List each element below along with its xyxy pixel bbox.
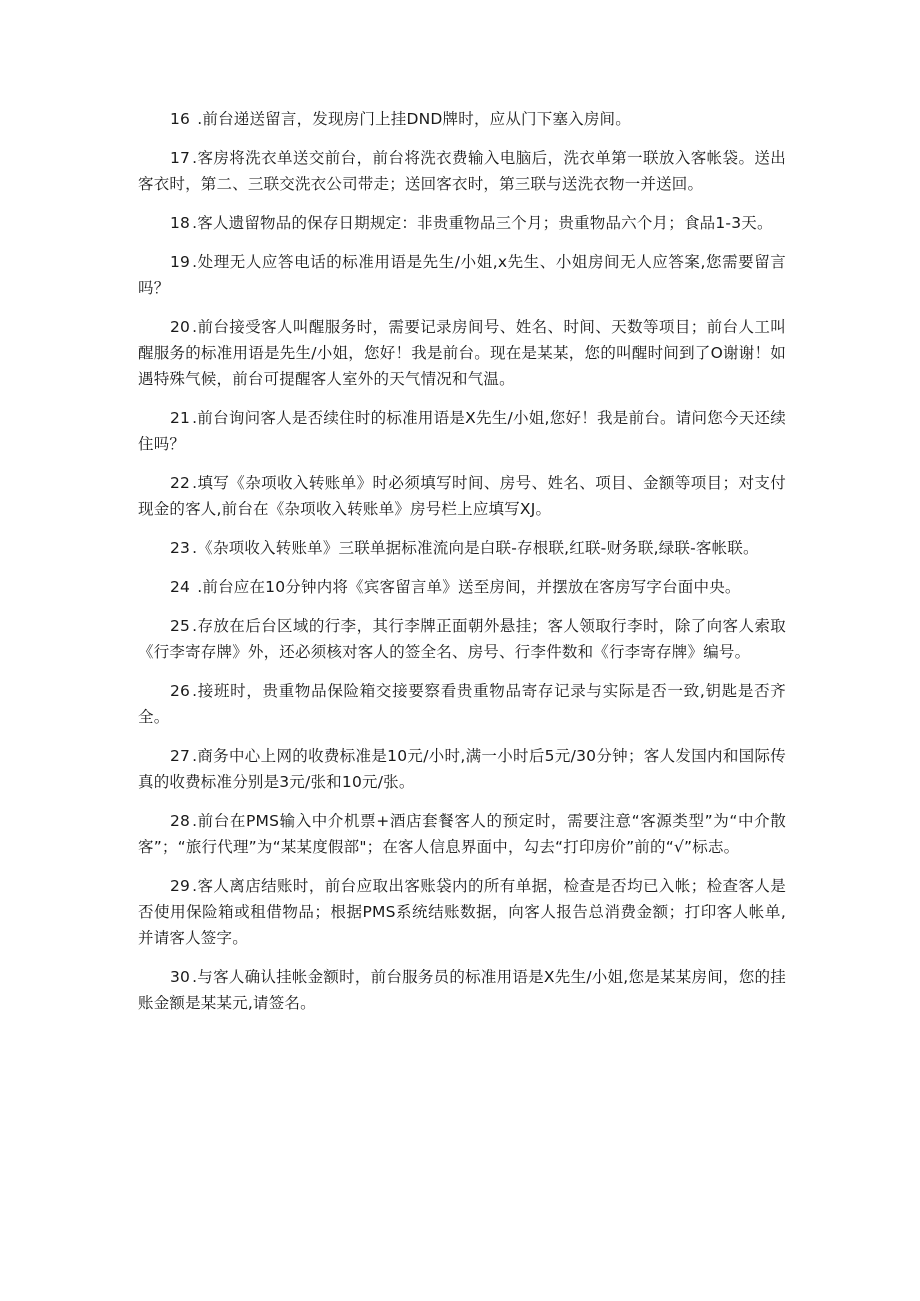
item-text: .前台在PMS输入中介机票+酒店套餐客人的预定时，需要注意“客源类型”为“中介散客”；“旅行代理”为“某某度假部"；在客人信息界面中，勾去“打印房价”前的“√”标志。 bbox=[138, 812, 786, 856]
list-item bbox=[138, 314, 786, 392]
item-text: .与客人确认挂帐金额时，前台服务员的标准用语是X先生/小姐,您是某某房间，您的挂账金额是某某元,请签名。 bbox=[138, 968, 786, 1012]
item-number: 30 bbox=[170, 968, 191, 986]
list-item bbox=[138, 964, 786, 1016]
item-text: .接班时，贵重物品保险箱交接要察看贵重物品寄存记录与实际是否一致,钥匙是否齐全。 bbox=[138, 682, 786, 726]
numbered-list bbox=[138, 106, 786, 1029]
item-text: .前台应在10分钟内将《宾客留言单》送至房间，并摆放在客房写字台面中央。 bbox=[192, 578, 741, 596]
item-number: 29 bbox=[170, 877, 191, 895]
item-number: 25 bbox=[170, 617, 191, 635]
list-item bbox=[138, 145, 786, 197]
list-item bbox=[138, 106, 786, 132]
item-number: 17 bbox=[170, 149, 191, 167]
item-number: 22 bbox=[170, 474, 191, 492]
item-text: .前台接受客人叫醒服务时，需要记录房间号、姓名、时间、天数等项目；前台人工叫醒服务的标准用语是先生/小姐，您好！我是前台。现在是某某，您的叫醒时间到了O谢谢！如遇特殊气候，前台可提醒客人室外的天气情况和气温。 bbox=[138, 318, 786, 388]
item-text: .客房将洗衣单送交前台，前台将洗衣费输入电脑后，洗衣单第一联放入客帐袋。送出客衣时，第二、三联交洗衣公司带走；送回客衣时，第三联与送洗衣物一并送回。 bbox=[138, 149, 786, 193]
item-number: 18 bbox=[170, 214, 191, 232]
list-item bbox=[138, 210, 786, 236]
item-text: .客人遗留物品的保存日期规定：非贵重物品三个月；贵重物品六个月；食品1-3天。 bbox=[192, 214, 773, 232]
item-number: 23 bbox=[170, 539, 191, 557]
item-number: 26 bbox=[170, 682, 191, 700]
item-text: .前台询问客人是否续住时的标准用语是X先生/小姐,您好！我是前台。请问您今天还续住吗？ bbox=[138, 409, 786, 453]
list-item bbox=[138, 873, 786, 951]
list-item bbox=[138, 470, 786, 522]
item-text: .填写《杂项收入转账单》时必须填写时间、房号、姓名、项目、金额等项目；对支付现金的客人,前台在《杂项收入转账单》房号栏上应填写XJ。 bbox=[138, 474, 786, 518]
item-number: 20 bbox=[170, 318, 191, 336]
item-number: 21 bbox=[170, 409, 191, 427]
list-item bbox=[138, 535, 786, 561]
list-item bbox=[138, 808, 786, 860]
item-text: .存放在后台区域的行李，其行李牌正面朝外悬挂；客人领取行李时，除了向客人索取《行李寄存牌》外，还必须核对客人的签全名、房号、行李件数和《行李寄存牌》编号。 bbox=[138, 617, 786, 661]
list-item bbox=[138, 743, 786, 795]
list-item bbox=[138, 613, 786, 665]
item-text: .客人离店结账时，前台应取出客账袋内的所有单据，检查是否均已入帐；检查客人是否使用保险箱或租借物品；根据PMS系统结账数据，向客人报告总消费金额；打印客人帐单,并请客人签字。 bbox=[138, 877, 786, 947]
item-text: .前台递送留言，发现房门上挂DND牌时，应从门下塞入房间。 bbox=[192, 110, 631, 128]
list-item bbox=[138, 678, 786, 730]
list-item bbox=[138, 249, 786, 301]
item-number: 27 bbox=[170, 747, 191, 765]
item-number: 16 bbox=[170, 110, 191, 128]
item-number: 19 bbox=[170, 253, 191, 271]
item-number: 24 bbox=[170, 578, 191, 596]
item-text: .处理无人应答电话的标准用语是先生/小姐,x先生、小姐房间无人应答案,您需要留言吗？ bbox=[138, 253, 786, 297]
item-text: .商务中心上网的收费标准是10元/小时,满一小时后5元/30分钟；客人发国内和国际传真的收费标准分别是3元/张和10元/张。 bbox=[138, 747, 786, 791]
list-item bbox=[138, 405, 786, 457]
item-text: .《杂项收入转账单》三联单据标准流向是白联-存根联,红联-财务联,绿联-客帐联。 bbox=[192, 539, 759, 557]
item-number: 28 bbox=[170, 812, 191, 830]
list-item bbox=[138, 574, 786, 600]
